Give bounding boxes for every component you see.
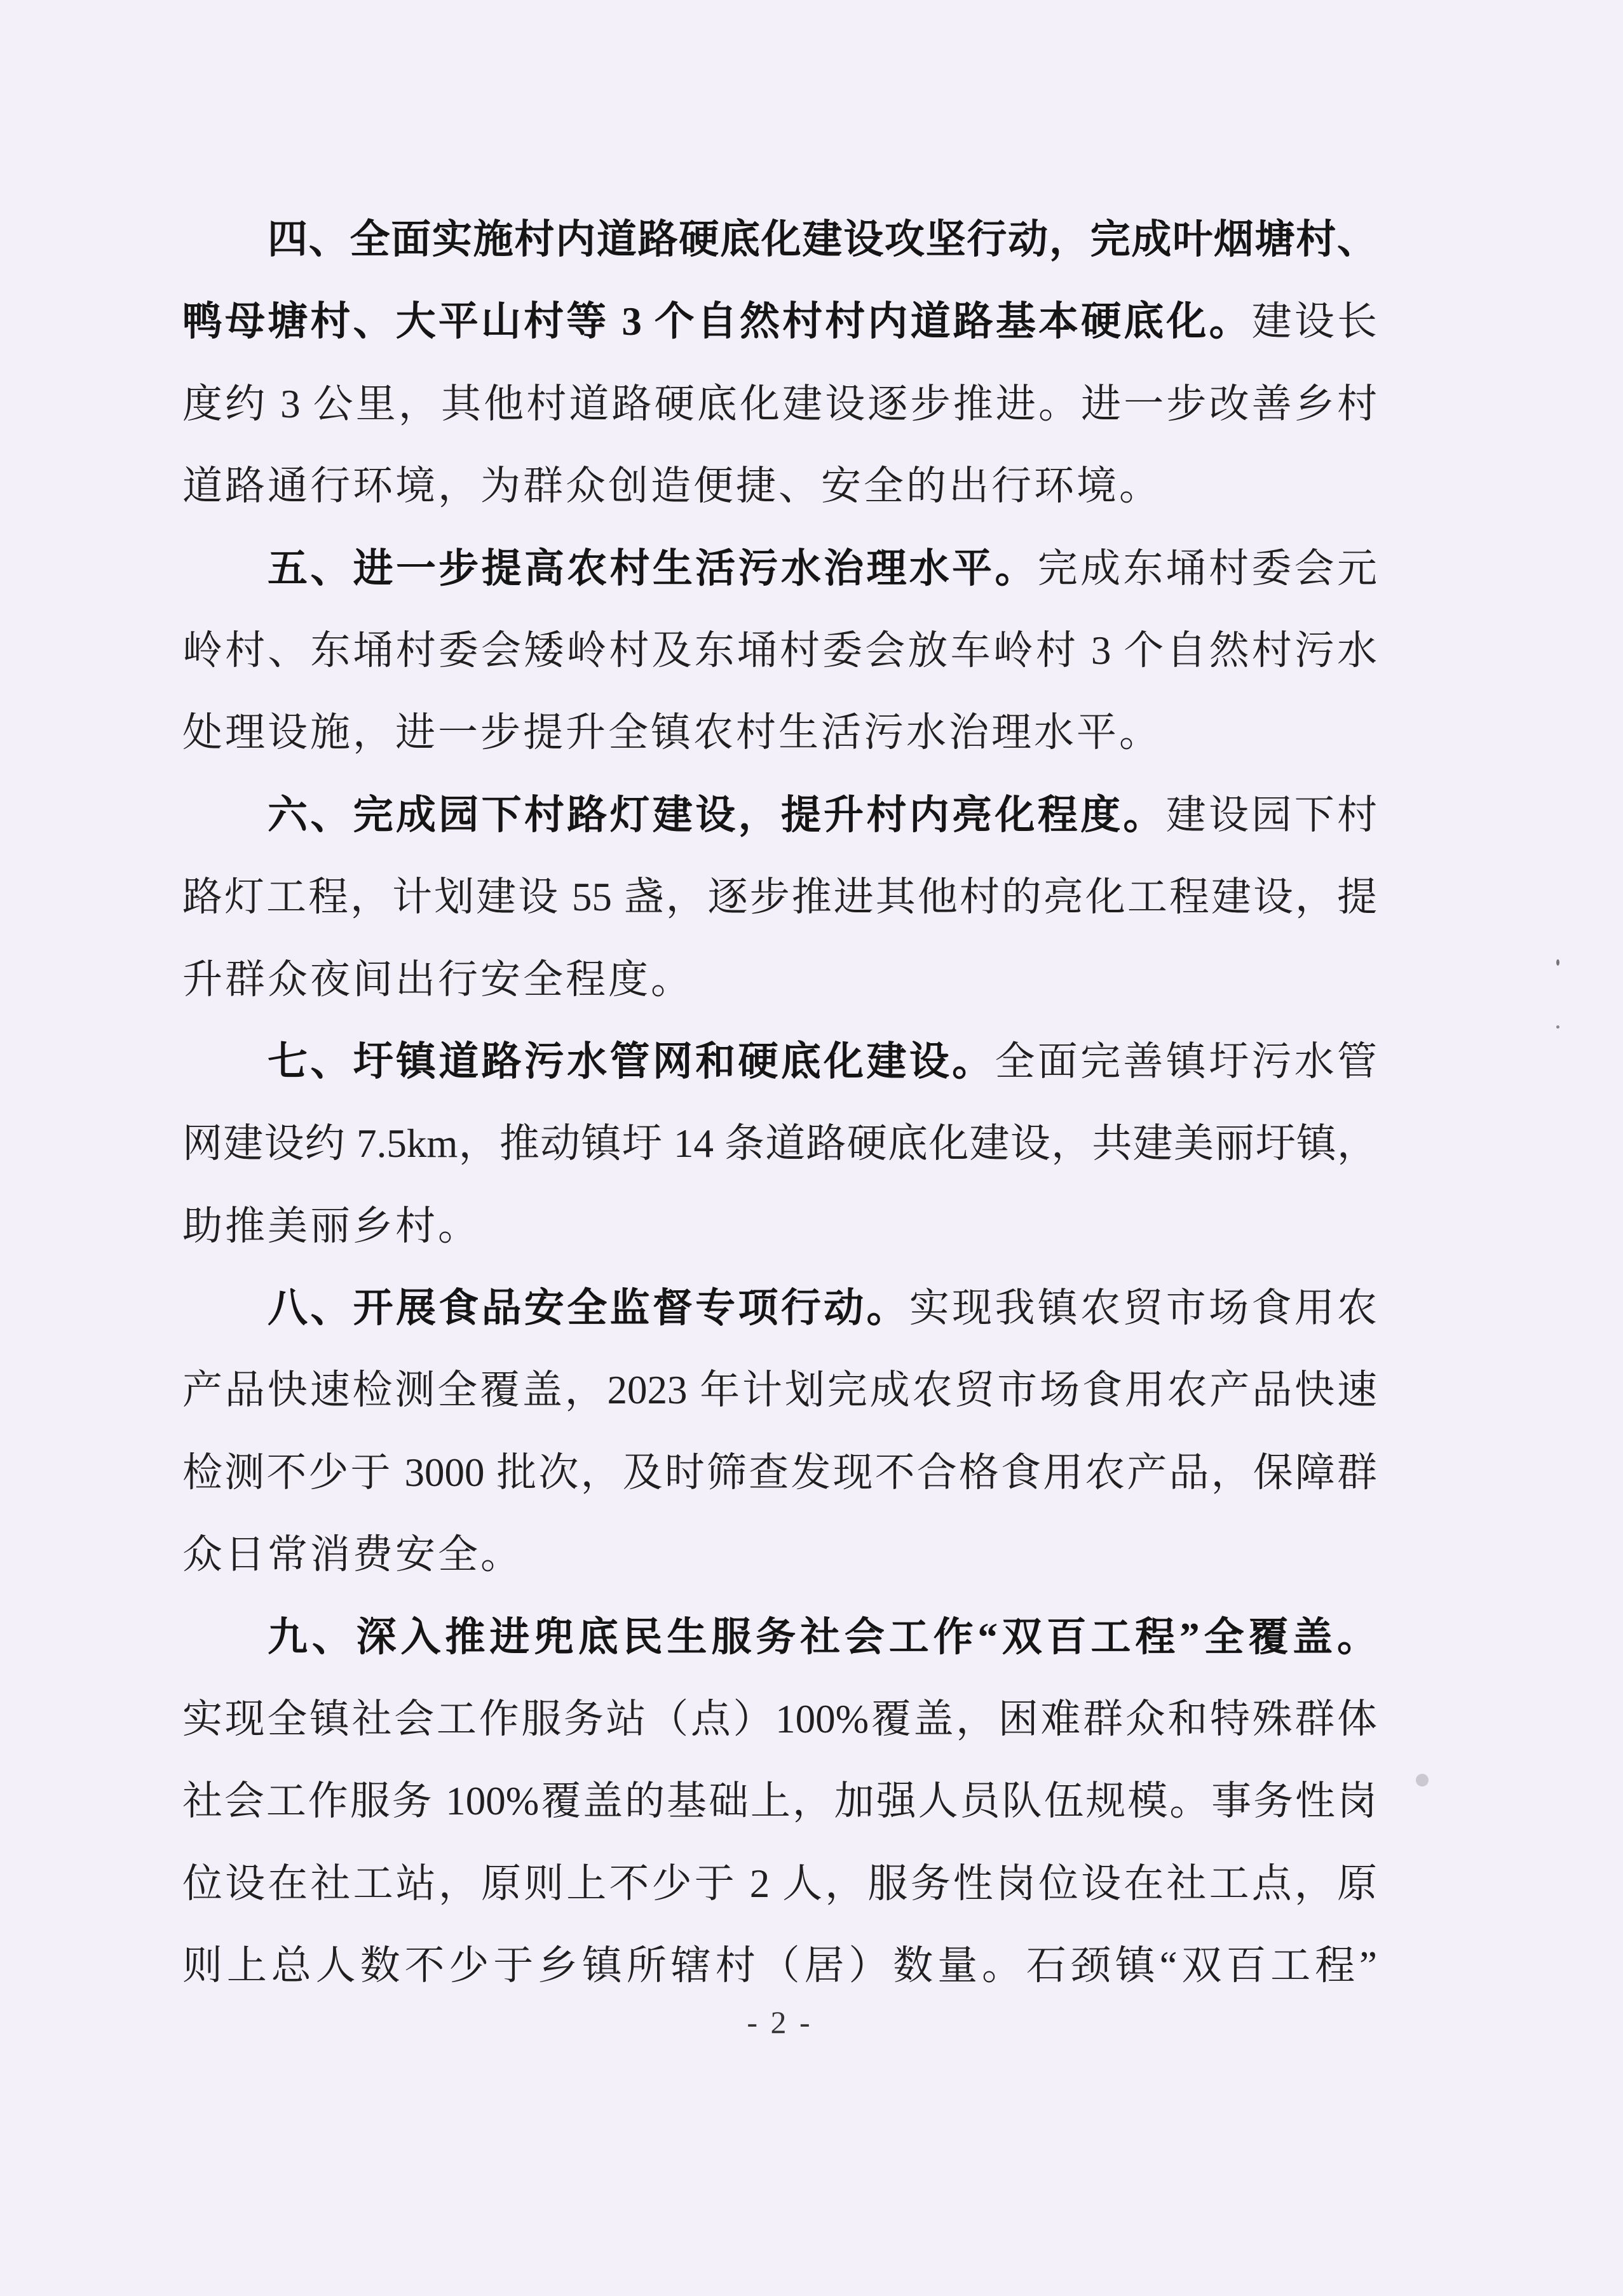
section-six (182, 774, 1377, 1021)
body-text: 实现全镇社会工作服务站（点）100%覆盖，困难群众和特殊群体 (182, 1697, 1377, 1742)
body-text: 完成东埇村委会元 (1037, 546, 1378, 591)
body-text: 建设长 (1251, 299, 1378, 344)
section-heading-text: 八、开展食品安全监督专项行动。 (268, 1286, 909, 1331)
body-text: 社会工作服务 100%覆盖的基础上，加强人员队伍规模。事务性岗 (182, 1779, 1377, 1824)
text-line (182, 1432, 1377, 1514)
text-line (182, 1349, 1377, 1431)
body-text: 助推美丽乡村。 (182, 1203, 480, 1248)
scan-speck (1556, 959, 1559, 966)
text-line (182, 199, 1377, 281)
body-text: 处理设施，进一步提升全镇农村生活污水治理水平。 (182, 710, 1162, 755)
body-text: 路灯工程，计划建设 55 盏，逐步推进其他村的亮化工程建设，提 (182, 875, 1377, 920)
section-eight (182, 1267, 1377, 1597)
section-nine (182, 1597, 1377, 2008)
body-text: 全面完善镇圩污水管 (995, 1039, 1378, 1084)
text-line (182, 1103, 1377, 1185)
body-text: 位设在社工站，原则上不少于 2 人，服务性岗位设在社工点，原 (182, 1861, 1377, 1906)
section-heading-text: 五、进一步提高农村生活污水治理水平。 (268, 546, 1038, 591)
text-line (182, 692, 1377, 774)
text-line (182, 528, 1377, 610)
section-heading-text: 四、全面实施村内道路硬底化建设攻坚行动，完成叶烟塘村、 (268, 217, 1377, 262)
text-line (182, 363, 1377, 445)
scan-speck (1556, 1025, 1559, 1029)
text-line (182, 610, 1377, 692)
body-text: 产品快速检测全覆盖，2023 年计划完成农贸市场食用农产品快速 (182, 1368, 1377, 1413)
text-line (182, 1185, 1377, 1267)
body-text: 道路通行环境，为群众创造便捷、安全的出行环境。 (182, 464, 1162, 509)
text-line (182, 1925, 1377, 2007)
text-line (182, 1597, 1377, 1678)
text-line (182, 1267, 1377, 1349)
text-line (182, 856, 1377, 938)
section-four (182, 199, 1377, 528)
section-heading-text: 六、完成园下村路灯建设，提升村内亮化程度。 (268, 792, 1166, 837)
section-seven (182, 1021, 1377, 1267)
text-line (182, 1678, 1377, 1760)
body-text: 升群众夜间出行安全程度。 (182, 957, 693, 1002)
text-line (182, 445, 1377, 527)
scan-speck (1416, 1774, 1429, 1786)
body-text: 网建设约 7.5km，推动镇圩 14 条道路硬底化建设，共建美丽圩镇， (182, 1121, 1377, 1166)
text-line (182, 281, 1377, 363)
body-text: 众日常消费安全。 (182, 1532, 523, 1577)
body-text: 岭村、东埇村委会矮岭村及东埇村委会放车岭村 3 个自然村污水 (182, 628, 1377, 673)
text-line (182, 774, 1377, 856)
section-heading-text: 九、深入推进兜底民生服务社会工作“双百工程”全覆盖。 (268, 1614, 1377, 1659)
section-five (182, 528, 1377, 774)
text-line (182, 1514, 1377, 1596)
text-line (182, 939, 1377, 1021)
body-text: 检测不少于 3000 批次，及时筛查发现不合格食用农产品，保障群 (182, 1450, 1377, 1495)
text-line (182, 1021, 1377, 1103)
section-heading-text: 鸭母塘村、大平山村等 3 个自然村村内道路基本硬底化。 (182, 299, 1252, 344)
text-line (182, 1843, 1377, 1925)
body-text: 则上总人数不少于乡镇所辖村（居）数量。石颈镇“双百工程” (182, 1943, 1377, 1989)
page-number: - 2 - (747, 2004, 813, 2040)
body-text: 实现我镇农贸市场食用农 (909, 1286, 1378, 1331)
text-line (182, 1760, 1377, 1842)
section-heading-text: 七、圩镇道路污水管网和硬底化建设。 (268, 1039, 995, 1084)
body-text: 建设园下村 (1165, 792, 1378, 837)
body-text-block (182, 199, 1377, 2008)
body-text: 度约 3 公里，其他村道路硬底化建设逐步推进。进一步改善乡村 (182, 381, 1377, 426)
